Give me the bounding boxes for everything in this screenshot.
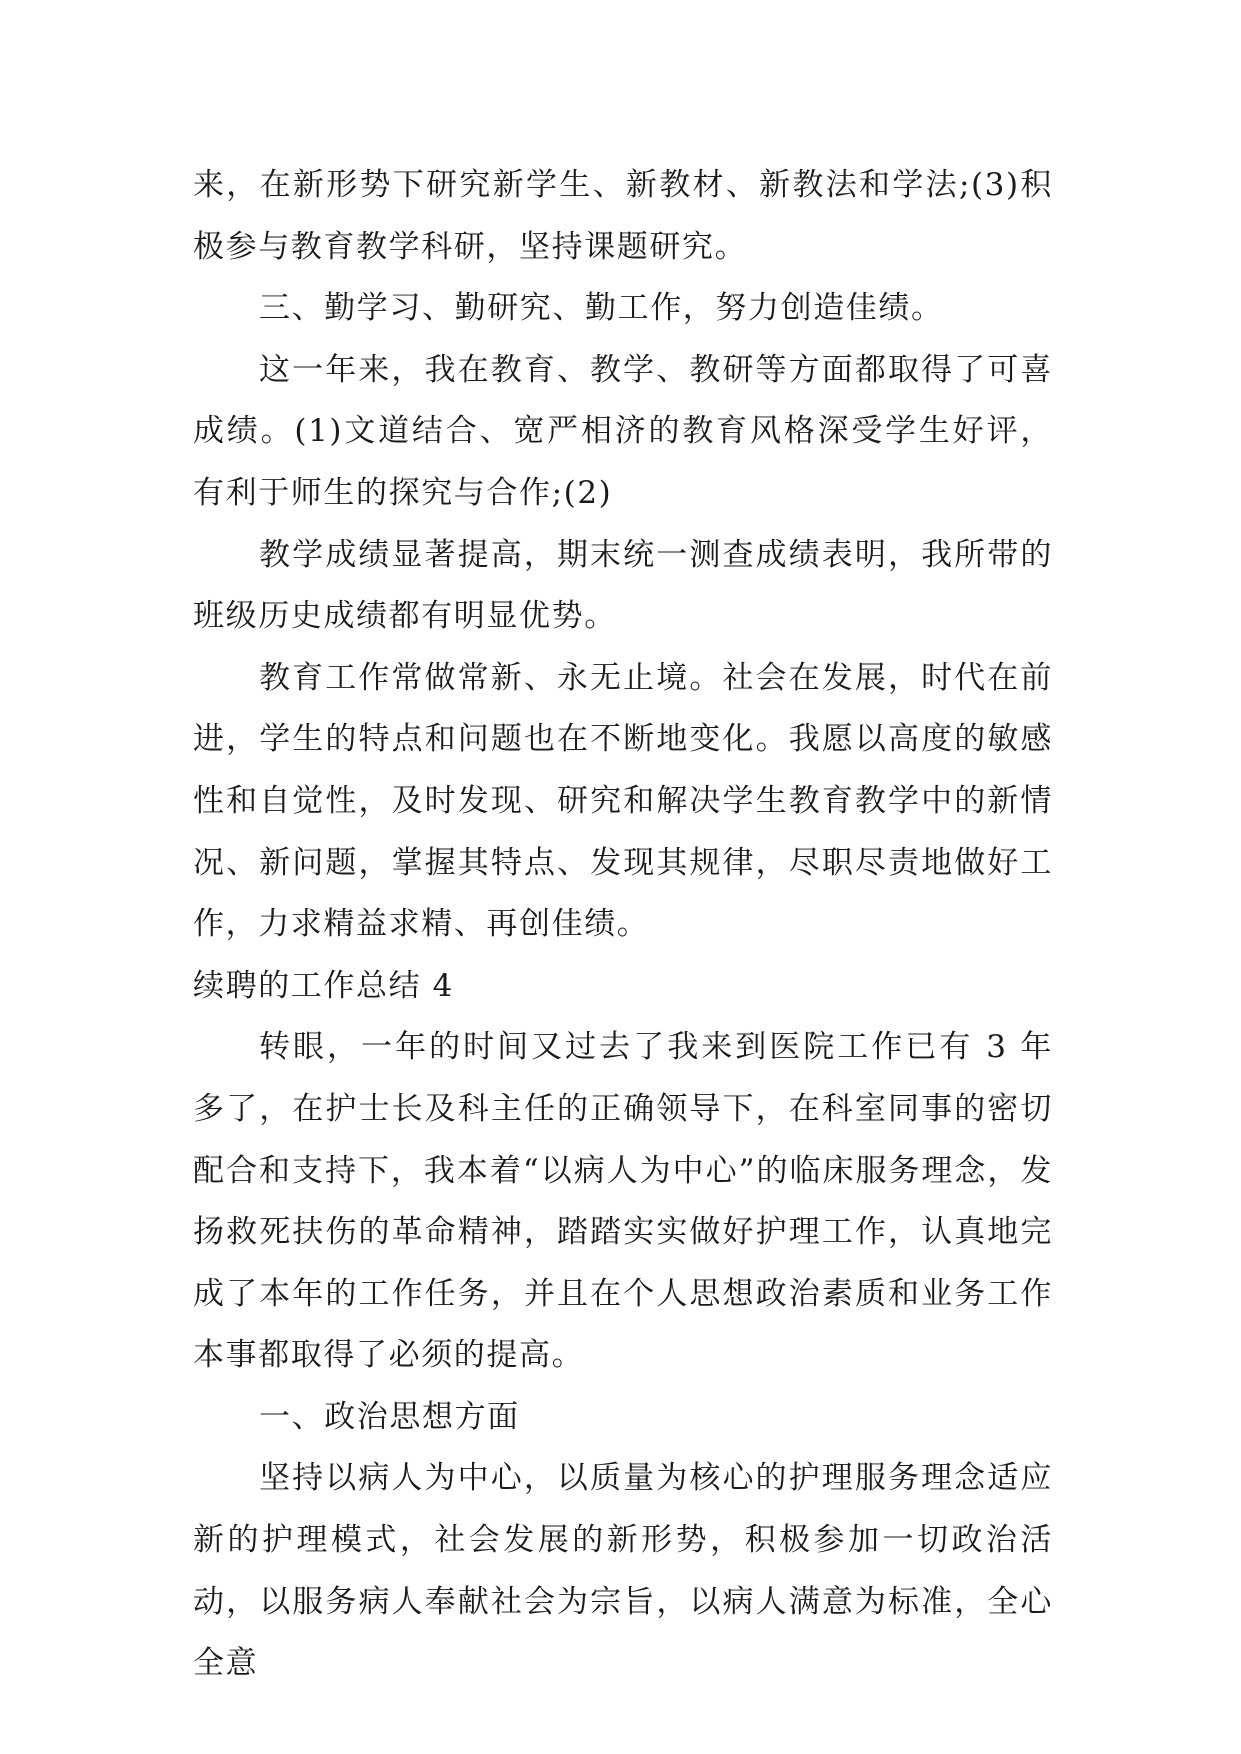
paragraph-results: 教学成绩显著提高，期末统一测查成绩表明，我所带的班级历史成绩都有明显优势。	[193, 536, 1053, 635]
document-page	[193, 155, 1053, 1695]
paragraph-intro: 转眼，一年的时间又过去了我来到医院工作已有 3 年多了，在护士长及科主任的正确领导下，在科室同事的密切配合和支持下，我本着“以病人为中心”的临床服务理念，发扬救死扶伤的革命精神，踏踏实实做好护理工作，认真地完成了本年的工作任务，并且在个人思想政治素质和业务工作本事都取得了必须的提高。	[193, 1029, 1053, 1374]
section-heading-one: 一、政治思想方面	[259, 1398, 520, 1435]
paragraph-continuation: 来，在新形势下研究新学生、新教材、新教法和学法;(3)积极参与教育教学科研，坚持课题研究。	[193, 167, 1053, 265]
document-section-title: 续聘的工作总结 4	[193, 967, 454, 1004]
paragraph-political: 坚持以病人为中心，以质量为核心的护理服务理念适应新的护理模式，社会发展的新形势，积极参加一切政治活动，以服务病人奉献社会为宗旨，以病人满意为标准，全心全意	[193, 1460, 1053, 1682]
section-heading-three: 三、勤学习、勤研究、勤工作，努力创造佳绩。	[259, 290, 944, 327]
paragraph-conclusion: 教育工作常做常新、永无止境。社会在发展，时代在前进，学生的特点和问题也在不断地变化。我愿以高度的敏感性和自觉性，及时发现、研究和解决学生教育教学中的新情况、新问题，掌握其特点、发现其规律，尽职尽责地做好工作，力求精益求精、再创佳绩。	[193, 659, 1053, 943]
paragraph-achievements: 这一年来，我在教育、教学、教研等方面都取得了可喜成绩。(1)文道结合、宽严相济的教育风格深受学生好评，有利于师生的探究与合作;(2)	[193, 351, 1053, 511]
